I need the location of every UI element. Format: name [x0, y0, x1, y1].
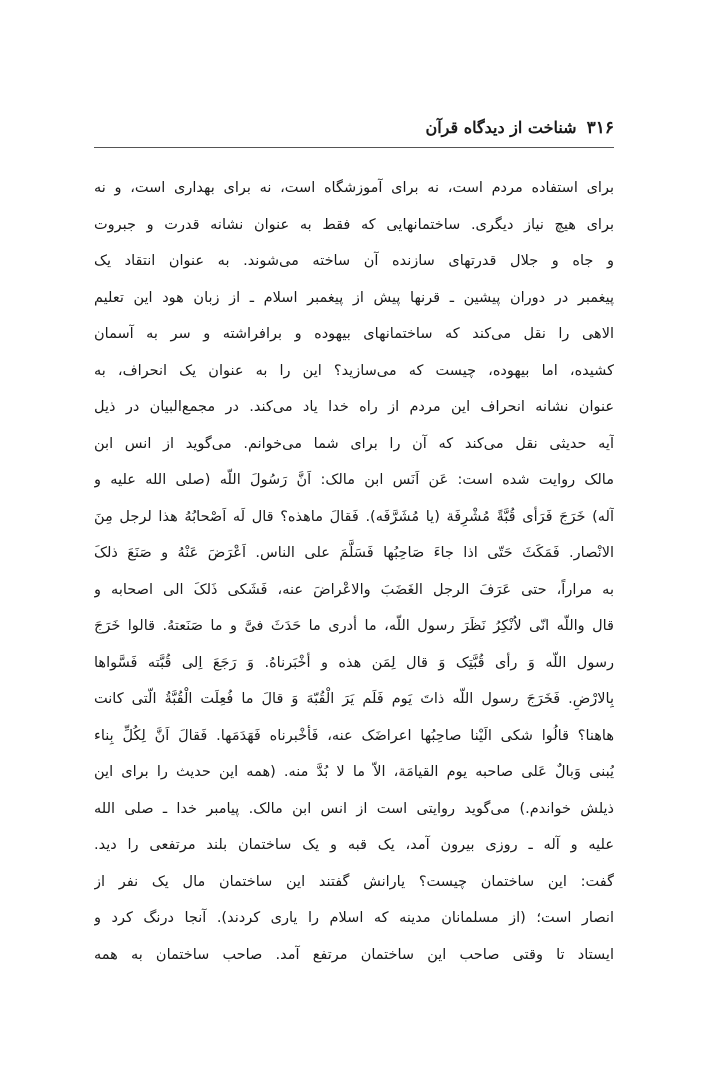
body-text [94, 170, 614, 973]
page-header [94, 118, 614, 142]
text-line: بِالارْضِ. فَخَرَجَ رسول اللّه ذاتَ یَوم فَلَم یَرَ الْقُبّهَ وَ قالَ ما فُعِلَت الْقُبَّةُ الّتی کانت [94, 691, 614, 707]
text-line: برای استفاده مردم است، نه برای آموزشگاه است، نه برای بهداری است، و نه [94, 180, 614, 196]
text-line: قال واللّه انّی لاُنْکِرُ نَظَرَ رسول اللّه، ما أدری ما حَدَثَ فیَّ و ما صَنَعتهُ. قالوا خَرَجَ [94, 618, 614, 634]
text-line: یُبنی وَبالٌ عَلی صاحبه یوم القیامَة، الاّ ما لا بُدَّ منه. (همه این حدیث را برای این [94, 764, 614, 780]
running-title: شناخت از دیدگاه قرآن [425, 118, 577, 137]
text-line: هاهنا؟ قالُوا شکی الَیْنا صاحِبُها اعراضَک عنه، فَأخْبرناه فَهَدَمَها. فَقالَ اَنَّ لِکُلِّ بِناء [94, 727, 614, 744]
text-line: گفت: این ساختمان چیست؟ یارانش گفتند این ساختمان مال یک نفر از [94, 873, 614, 890]
text-line: کشیده، اما بیهوده، چیست که می‌سازید؟ این را به عنوان یک انحراف، به [94, 362, 614, 379]
text-line: عنوان نشانه انحراف این مردم از راه خدا یاد می‌کند. در مجمع‌البیان در ذیل [94, 399, 614, 415]
header-rule [94, 147, 614, 148]
text-line: و جاه و جلال قدرتهای سازنده آن ساخته می‌شوند. به عنوان انتقاد یک [94, 253, 614, 269]
text-line: علیه و آله ـ روزی بیرون آمد، یک قبه و یک ساختمان بلند مرتفعی را دید. [94, 837, 614, 853]
text-line: الاهی را نقل می‌کند که ساختمانهای بیهوده و برافراشته و سر به آسمان [94, 326, 614, 342]
text-line: انصار است؛ (از مسلمانان مدینه که اسلام را یاری کردند). آنجا درنگ کرد و [94, 910, 614, 926]
text-line: مالک روایت شده است: عَن اَنَس ابن مالک: اَنَّ رَسُولَ اللّه (صلی الله علیه و [94, 472, 614, 488]
text-line: ایستاد تا وقتی صاحب این ساختمان مرتفع آمد. صاحب ساختمان به همه [94, 946, 614, 963]
text-line: آله) خَرَجَ فَرَأی قُبَّةً مُشْرِفَة (یا مُشَرَّفَه). فَقالَ ماهذه؟ قال لَه اَصْحابُهُ هذا لرجل مِنَ [94, 508, 614, 525]
text-line: پیغمبر در دوران پیشین ـ قرنها پیش از پیغمبر اسلام ـ از زبان هود این تعلیم [94, 289, 614, 306]
text-line: به مراراً، حتی عَرَفَ الرجل الغَضَبَ والاعْراضَ عنه، فَشَکی ذَلکَ الی اصحابه و [94, 581, 614, 598]
page-number: ۳۱۶ [586, 118, 614, 138]
text-line: رسول اللّه وَ رأی قُبَّتِک وَ قال لِمَن هذه و أخْبَرناهُ. وَ رَجَعَ اِلی قُبَّته فَسَّواها [94, 654, 614, 671]
text-line: ذیلش خواندم.) می‌گوید روایتی است از انس ابن مالک. پیامبر خدا ـ صلی الله [94, 800, 614, 817]
text-line: الانْصار. فَمَکَثَ حَتّی اذا جاءَ صَاحِبُها فَسَلَّمَ علی الناس. اَعْرَضَ عَنْهُ و صَنَعَ ذلکَ [94, 545, 614, 561]
text-line: آیه حدیثی نقل می‌کند که آن را برای شما می‌خوانم. می‌گوید از انس ابن [94, 435, 614, 452]
text-line: برای هیچ نیاز دیگری. ساختمانهایی که فقط به عنوان نشانه قدرت و جبروت [94, 216, 614, 233]
